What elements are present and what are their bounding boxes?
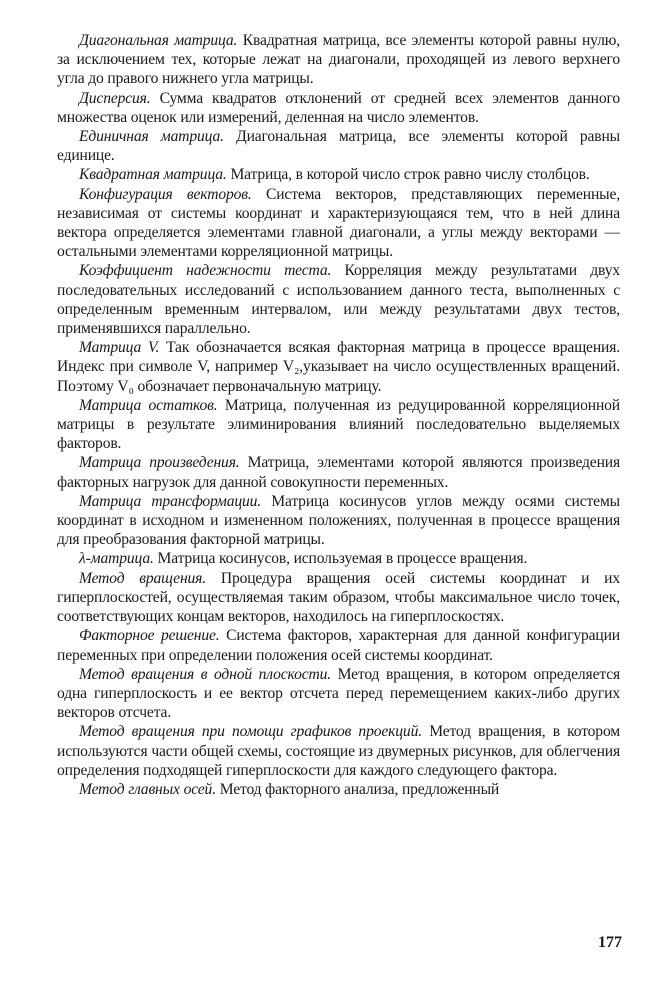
glossary-term: Коэффициент надежности теста. [79,262,332,280]
glossary-entry [57,780,620,799]
glossary-definition: Метод вращения, в котором используются части общей схемы, состоящие из двумерных рисунков, для облегчения определения подходящей гиперплоскости для каждого следующего фактора. [57,723,621,779]
glossary-entry [57,549,620,568]
glossary-definition: Матрица, элементами которой являются произведения факторных нагрузок для данной совокупности переменных. [57,454,620,491]
glossary-entry [57,31,620,89]
glossary-definition: Корреляция между результатами двух последовательных исследований с использованием данного теста, выполненных с определенным временным интервалом, или между результатами двух тестов, применявшихся параллельно. [57,262,620,338]
glossary-term: Диагональная матрица. [79,32,238,49]
glossary-definition: Матрица, полученная из редуцированной корреляционной матрицы в результате элиминирования влияний последовательно выделяемых факторов. [57,396,621,453]
glossary-definition: Система векторов, представляющих переменные, независимая от системы координат и характеризующаяся тем, что в ней длина вектора определяется элементами главной диагонали, а углы между векторами — остальными элементами корреляционной матрицы. [57,185,620,261]
glossary-entry [57,338,620,396]
glossary-entry [57,127,620,165]
glossary-term: Единичная матрица. [79,128,224,146]
glossary-entry [57,665,620,723]
glossary-definition: Система факторов, характерная для данной конфигурации переменных при определении положения осей системы координат. [57,627,620,664]
glossary-definition: Метод вращения, в котором определяется одна гиперплоскость и ее вектор отсчета перед перемещением каких-либо других векторов отсчета. [57,665,620,722]
glossary-definition: Матрица, в которой число строк равно числу столбцов. [230,166,590,184]
glossary-definition: Квадратная матрица, все элементы которой равны нулю, за исключением тех, которые лежат на диагонали, проходящей из левого верхнего угла до правого нижнего угла матрицы. [57,32,621,88]
glossary-definition: Сумма квадратов отклонений от средней всех элементов данного множества оценок или измерений, деленная на число элементов. [57,89,621,126]
glossary-entry [57,165,620,184]
glossary-term: Метод вращения в одной плоскости. [79,665,331,683]
glossary-term: Конфигурация векторов. [79,185,252,203]
glossary-text [57,31,620,799]
glossary-entry [57,396,620,454]
glossary-entry [57,569,620,627]
glossary-definition: Метод факторного анализа, предложенный [219,780,500,798]
glossary-entry [57,453,620,491]
glossary-entry [57,722,620,780]
glossary-entry [57,89,620,127]
glossary-term: Матрица V. [79,339,160,357]
glossary-entry [57,185,620,262]
glossary-entry [57,492,620,550]
glossary-term: Матрица произведения. [79,454,240,472]
glossary-term: Метод вращения при помощи графиков проекций. [79,723,422,741]
glossary-term: Метод главных осей. [79,780,216,798]
glossary-term: Дисперсия. [79,89,151,107]
glossary-definition: Матрица косинусов углов между осями системы координат в исходном и измененном положениях, полученная в процессе вращения для преобразования факторной матрицы. [57,492,620,549]
glossary-definition: Так обозначается всякая факторная матрица в процессе вращения. Индекс при символе V, например V₂,указывает на число осуществленных вращений. Поэтому V₀ обозначает первоначальную матрицу. [57,339,620,395]
glossary-term: Факторное решение. [79,627,220,645]
glossary-definition: Матрица косинусов, используемая в процессе вращения. [157,550,528,568]
glossary-term: Матрица остатков. [79,396,218,414]
glossary-term: Квадратная матрица. [79,166,227,184]
glossary-definition: Процедура вращения осей системы координат и их гиперплоскостей, осуществляемая таким образом, чтобы максимальное число точек, соответствующих концам векторов, находилось на гиперплоскостях. [57,569,620,626]
glossary-term: Метод вращения. [79,569,207,587]
glossary-entry [57,261,620,338]
page-number: 177 [598,934,622,951]
glossary-term: λ-матрица. [79,550,154,568]
glossary-term: Матрица трансформации. [79,492,262,510]
glossary-entry [57,626,620,664]
glossary-definition: Диагональная матрица, все элементы которой равны единице. [57,128,621,165]
